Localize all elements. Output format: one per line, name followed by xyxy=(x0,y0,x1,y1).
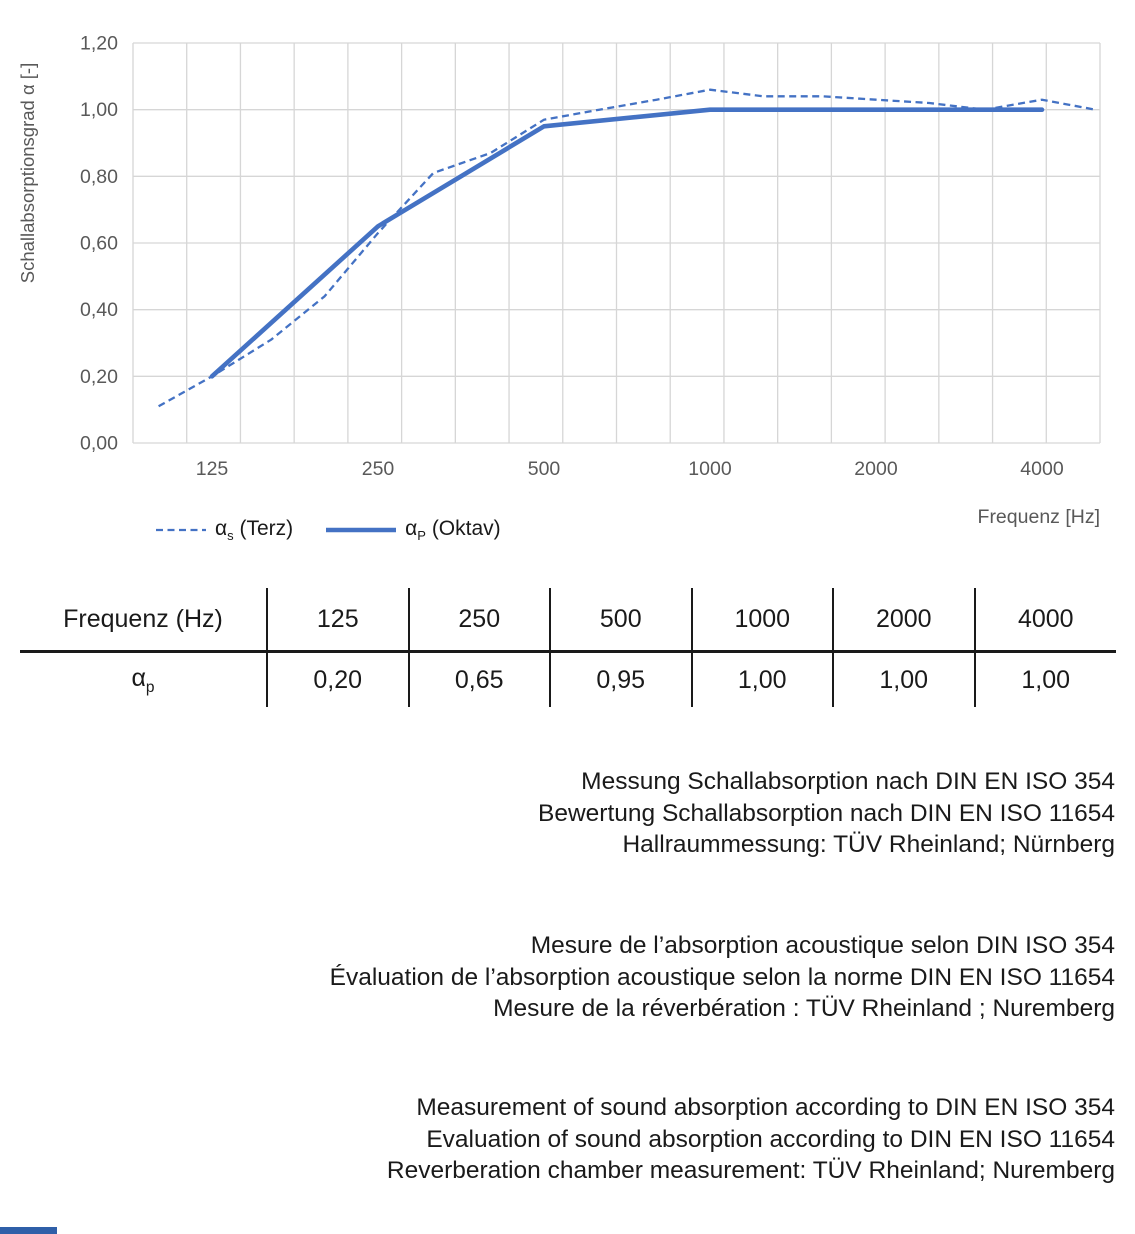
legend-item-oktav xyxy=(325,517,501,543)
y-tick-label: 0,00 xyxy=(80,432,118,455)
y-tick-label: 0,20 xyxy=(80,365,118,388)
legend-item-terz xyxy=(155,517,293,543)
x-tick-label: 2000 xyxy=(854,458,898,480)
table-header-125: 125 xyxy=(267,588,409,652)
table-value-1000: 1,00 xyxy=(692,652,834,708)
x-axis-title: Frequenz [Hz] xyxy=(977,506,1100,528)
table-value-250: 0,65 xyxy=(409,652,551,708)
table-header-row xyxy=(20,588,1116,652)
caption-line: Mesure de l’absorption acoustique selon DIN ISO 354 xyxy=(530,932,1115,959)
caption-line: Mesure de la réverbération : TÜV Rheinland ; Nuremberg xyxy=(493,995,1115,1022)
solid-line-icon xyxy=(325,526,397,534)
table-value-500: 0,95 xyxy=(550,652,692,708)
y-tick-label: 0,40 xyxy=(80,299,118,322)
y-axis-title: Schallabsorptionsgrad α [-] xyxy=(17,62,38,284)
frequency-table xyxy=(20,588,1116,707)
caption-line: Messung Schallabsorption nach DIN EN ISO 354 xyxy=(581,768,1115,795)
page-accent-bar xyxy=(0,1227,57,1234)
series-terz xyxy=(159,90,1096,407)
caption-line: Evaluation of sound absorption according to DIN EN ISO 11654 xyxy=(426,1125,1115,1153)
y-tick-label: 0,60 xyxy=(80,232,118,255)
absorption-chart xyxy=(0,0,1135,500)
table-header-500: 500 xyxy=(550,588,692,652)
table-header-4000: 4000 xyxy=(975,588,1117,652)
table-value-2000: 1,00 xyxy=(833,652,975,708)
table-data-row xyxy=(20,652,1116,708)
table-header-1000: 1000 xyxy=(692,588,834,652)
table-value-4000: 1,00 xyxy=(975,652,1117,708)
caption-line: Measurement of sound absorption according to DIN EN ISO 354 xyxy=(416,1094,1115,1121)
x-tick-label: 4000 xyxy=(1020,458,1064,480)
caption-line: Évaluation de l’absorption acoustique selon la norme DIN EN ISO 11654 xyxy=(329,963,1115,991)
table-value-125: 0,20 xyxy=(267,652,409,708)
table-row-label: $\alpha_p$ xyxy=(131,663,155,696)
caption-line: Hallraummessung: TÜV Rheinland; Nürnberg xyxy=(622,831,1115,858)
table-header-2000: 2000 xyxy=(833,588,975,652)
legend-label-oktav: $\alpha_P$ (Oktav) xyxy=(405,517,501,544)
table-header-250: 250 xyxy=(409,588,551,652)
caption-line: Reverberation chamber measurement: TÜV Rheinland; Nuremberg xyxy=(386,1157,1115,1184)
x-tick-label: 250 xyxy=(361,458,395,480)
table-header-frequenz: Frequenz (Hz) xyxy=(20,588,267,652)
caption-german xyxy=(538,766,1115,861)
chart-legend xyxy=(155,517,501,543)
legend-label-terz: $\alpha_s$ (Terz) xyxy=(215,517,294,544)
caption-english xyxy=(387,1092,1115,1187)
y-tick-label: 1,00 xyxy=(80,99,118,122)
x-tick-label: 500 xyxy=(527,458,561,480)
y-tick-label: 0,80 xyxy=(80,165,118,188)
dashed-line-icon xyxy=(155,526,207,534)
x-tick-label: 125 xyxy=(195,458,229,480)
x-tick-label: 1000 xyxy=(688,458,732,480)
caption-french xyxy=(330,930,1115,1025)
caption-line: Bewertung Schallabsorption nach DIN EN ISO 11654 xyxy=(538,799,1115,827)
y-tick-label: 1,20 xyxy=(80,32,118,55)
